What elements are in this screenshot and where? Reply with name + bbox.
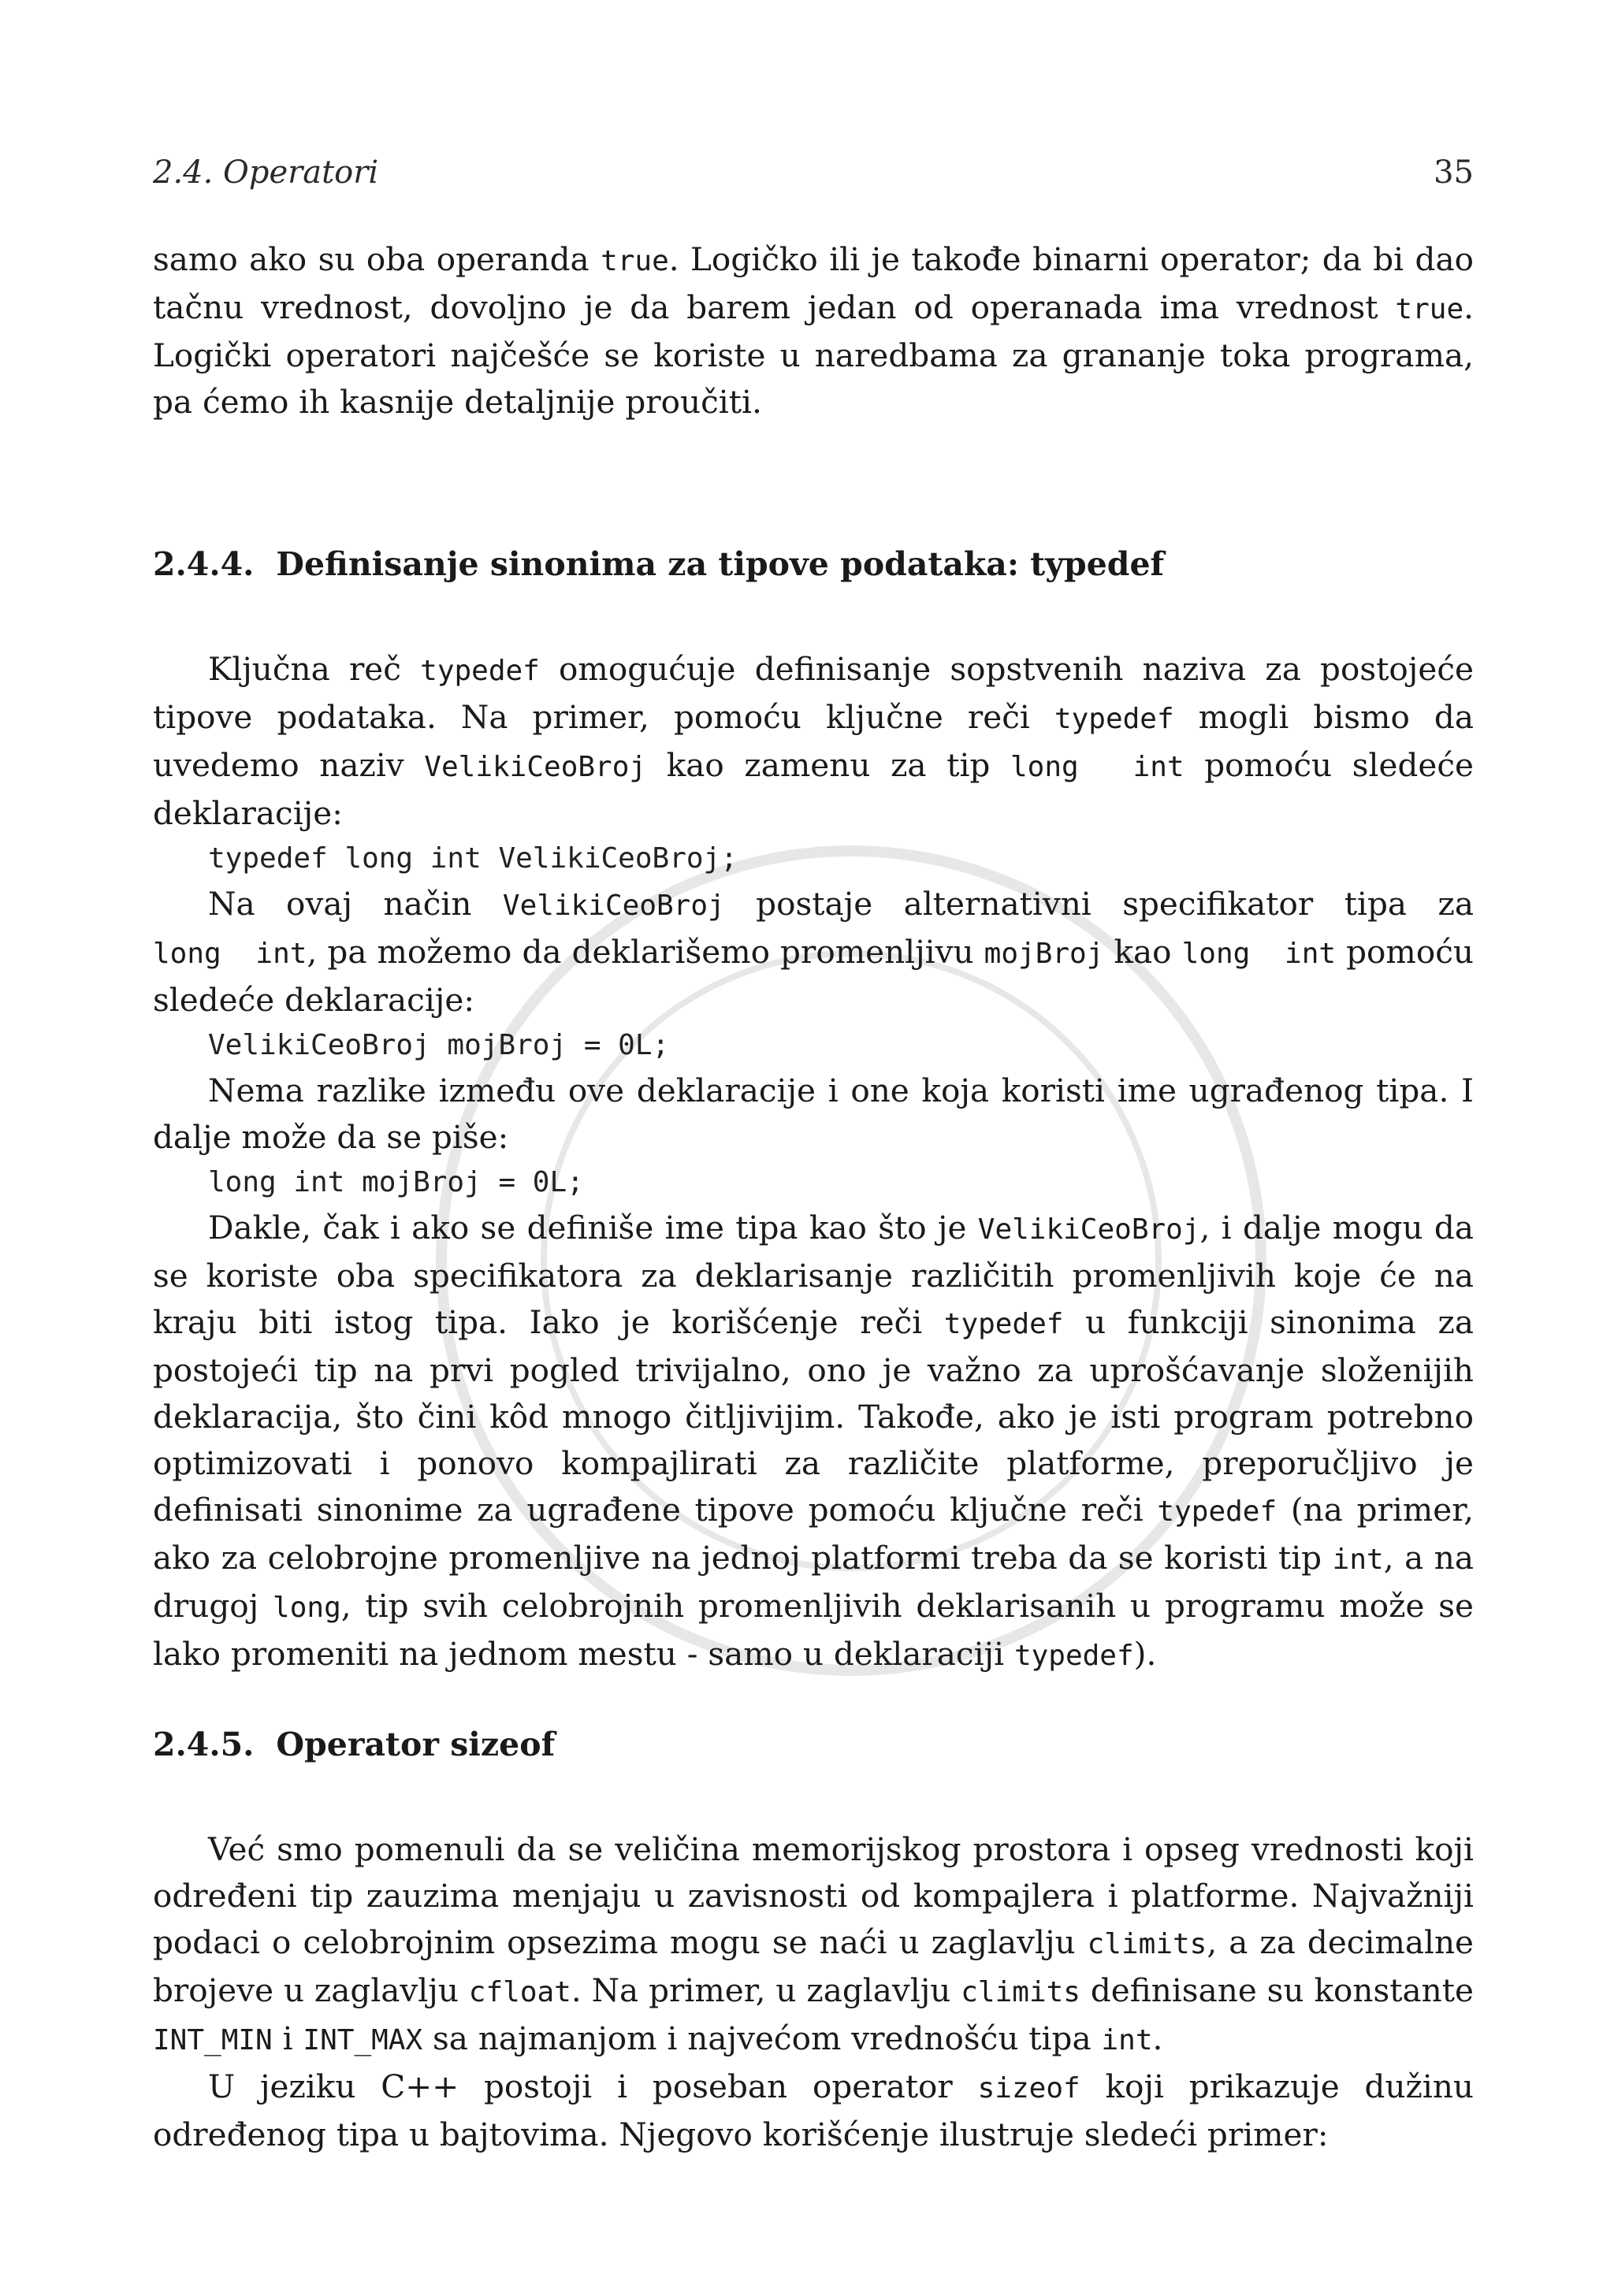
section-heading-sizeof: 2.4.5. Operator sizeof: [153, 1726, 556, 1763]
typedef-paragraph-1: Ključna reč typedef omogućuje definisanje sopstvenih naziva za postojeće tipove podataka. Na primer, pomoću ključne reči typedef mogli bismo da uvedemo naziv VelikiCeoBroj kao zamenu za tip long int pomoću sledeće deklaracije:: [153, 650, 1474, 832]
section-body-sizeof: [153, 1826, 1474, 2158]
code-line-2: VelikiCeoBroj mojBroj = 0L;: [208, 1029, 670, 1061]
typedef-paragraph-4: Dakle, čak i ako se definiše ime tipa kao što je VelikiCeoBroj, i dalje mogu da se koriste oba specifikatora za deklarisanje različitih promenljivih koje će na kraju biti istog tipa. Iako je korišćenje reči typedef u funkciji sinonima za postojeći tip na prvi pogled trivijalno, ono je važno za uprošćavanje složenijih deklaracija, što čini kôd mnogo čitljivijim. Takođe, ako je isti program potrebno optimizovati i ponovo kompajlirati za različite platforme, preporučljivo je definisati sinonime za ugrađene tipove pomoću ključne reči typedef (na primer, ako za celobrojne promenljive na jednoj platformi treba da se koristi tip int, a na drugoj long, tip svih celobrojnih promenljivih deklarisanih u programu može se lako promeniti na jednom mestu - samo u deklaraciji typedef).: [153, 1209, 1475, 1673]
intro-paragraph: samo ako su oba operanda true. Logičko ili je takođe binarni operator; da bi dao tačnu vrednost, dovoljno je da barem jedan od operanada ima vrednost true. Logički operatori najčešće se koriste u naredbama za grananje toka programa, pa ćemo ih kasnije detaljnije proučiti.: [153, 240, 1474, 421]
page-number: 35: [1434, 154, 1474, 191]
code-line-3: long int mojBroj = 0L;: [208, 1166, 584, 1198]
code-line-1: typedef long int VelikiCeoBroj;: [208, 842, 738, 875]
typedef-paragraph-2: Na ovaj način VelikiCeoBroj postaje alternativni specifikator tipa za long int, pa možemo da deklarišemo promenljivu mojBroj kao long int pomoću sledeće deklaracije:: [153, 885, 1474, 1019]
typedef-paragraph-3: Nema razlike između ove deklaracije i one koja koristi ime ugrađenog tipa. I dalje može da se piše:: [153, 1072, 1474, 1156]
sizeof-paragraph-2: U jeziku C++ postoji i poseban operator sizeof koji prikazuje dužinu određenog tipa u bajtovima. Njegovo korišćenje ilustruje sledeći primer:: [153, 2068, 1474, 2153]
running-head: 2.4. Operatori: [153, 154, 379, 191]
section-body-typedef: [153, 646, 1474, 1679]
section-heading-typedef: 2.4.4. Definisanje sinonima za tipove podataka: typedef: [153, 545, 1165, 583]
sizeof-paragraph-1: Već smo pomenuli da se veličina memorijskog prostora i opseg vrednosti koji određeni tip zauzima menjaju u zavisnosti od kompajlera i platforme. Najvažniji podaci o celobrojnim opsezima mogu se naći u zaglavlju climits, a za decimalne brojeve u zaglavlju cfloat. Na primer, u zaglavlju climits definisane su konstante INT_MIN i INT_MAX sa najmanjom i najvećom vrednošću tipa int.: [153, 1830, 1474, 2057]
